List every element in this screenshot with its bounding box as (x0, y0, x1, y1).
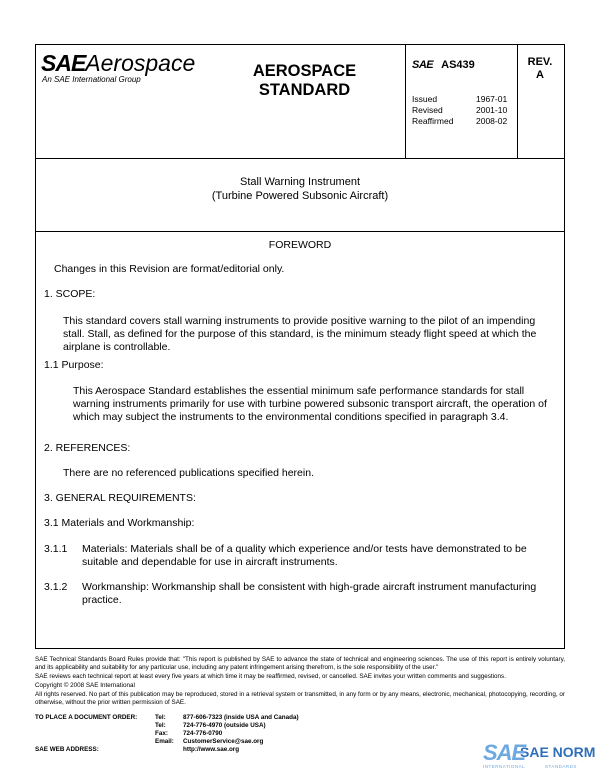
sae-aerospace-logo (36, 45, 204, 158)
sae-mini-logo: SAE (412, 59, 434, 71)
document-title: Stall Warning Instrument (239, 176, 361, 188)
footer-rules: SAE Technical Standards Board Rules provide that: "This report is published by SAE to advance the state of technical and engineering sciences. The use of this report is entirely voluntary, and its applicability and suitability for any particular use, including any patent infringement arising therefrom, is the sole responsibility of the user." (35, 656, 565, 671)
sae-norm-emblem: SAE (483, 740, 526, 765)
changes-note: Changes in this Revision are format/editorial only. (54, 263, 285, 275)
standard-type-line1: AEROSPACE (252, 62, 357, 80)
logo-sae-text: SAE (41, 50, 86, 76)
logo-tagline: An SAE International Group (42, 75, 141, 84)
document-frame (35, 44, 565, 649)
section-2-text: There are no referenced publications specified herein. (63, 467, 314, 479)
section-3-1-1-text: Materials: Materials shall be of a quality which experience and/or tests have demonstrated to be suitable and dependable for use in aircraft instruments. (82, 543, 527, 568)
section-3-1-1-number: 3.1.1 (44, 543, 68, 555)
revision-cell (516, 45, 564, 158)
logo-aerospace-text: Aerospace (85, 50, 196, 76)
date-row-reaffirmed: Reaffirmed 2008-02 (412, 116, 508, 126)
web-address[interactable]: http://www.sae.org (183, 746, 240, 753)
document-number: AS439 (441, 59, 475, 71)
web-label: SAE WEB ADDRESS: (35, 746, 99, 753)
section-1-heading: 1. SCOPE: (44, 288, 96, 300)
document-dates (412, 94, 507, 127)
phone-1: 877-606-7323 (inside USA and Canada) (183, 714, 299, 721)
section-1-text: This standard covers stall warning instruments to provide positive warning to the pilot of an impending stall. Stall, as defined for the purpose of this standard, is the minimum steady flight speed at which the airplane is controllable. (63, 315, 537, 353)
phone-2: 724-776-4970 (outside USA) (183, 722, 266, 729)
section-3-1-2-text: Workmanship: Workmanship shall be consistent with high-grade aircraft instrument manufacturing practice. (82, 581, 537, 606)
revision-value: A (536, 69, 544, 81)
sae-norm-wordmark: SAE NORM (520, 744, 596, 760)
order-label: TO PLACE A DOCUMENT ORDER: (35, 714, 138, 721)
footer-copyright: Copyright © 2008 SAE International (35, 682, 135, 689)
standard-type-cell (204, 45, 405, 158)
footer-rights: All rights reserved. No part of this publication may be reproduced, stored in a retrieval system or transmitted, in any form or by any means, electronic, mechanical, photocopying, recording, or otherwise, without the prior written permission of SAE. (35, 691, 565, 706)
section-1-1-heading: 1.1 Purpose: (44, 359, 104, 371)
date-row-issued: Issued 1967-01 (412, 94, 508, 104)
date-row-revised: Revised 2001-10 (412, 105, 508, 115)
section-3-1-heading: 3.1 Materials and Workmanship: (44, 517, 195, 529)
document-subtitle: (Turbine Powered Subsonic Aircraft) (211, 190, 389, 202)
section-3-heading: 3. GENERAL REQUIREMENTS: (44, 492, 196, 504)
foreword-heading: FOREWORD (268, 239, 332, 251)
document-title-row (36, 158, 564, 232)
document-number-cell (405, 45, 518, 158)
section-1-1-text: This Aerospace Standard establishes the essential minimum safe performance standards for stall warning instruments primarily for use with turbine powered subsonic transport aircraft, the operation of which may subject the instruments to the environmental conditions specified in paragraph 3.4. (73, 385, 547, 423)
order-contact: TO PLACE A DOCUMENT ORDER: Tel: 877-606-7323 (inside USA and Canada) Tel: 724-776-4970 (outside USA) Fax: 724-776-0790 Email: CustomerService@sae.org SAE WEB ADDRESS: http://www.sae.org (35, 714, 299, 753)
standard-type-line2: STANDARD (258, 81, 351, 99)
section-3-1-2-number: 3.1.2 (44, 581, 68, 593)
fax-number: 724-776-0790 (183, 730, 223, 737)
header-row (36, 45, 564, 159)
revision-label: REV. (527, 56, 553, 68)
sae-norm-logo: SAE NORM SAE INTERNATIONAL STANDARDS (483, 740, 596, 769)
email-address[interactable]: CustomerService@sae.org (183, 738, 264, 745)
footer-review: SAE reviews each technical report at least every five years at which time it may be reaffirmed, revised, or cancelled. SAE invites your written comments and suggestions. (35, 673, 506, 680)
section-2-heading: 2. REFERENCES: (44, 442, 131, 454)
footer (35, 656, 565, 753)
